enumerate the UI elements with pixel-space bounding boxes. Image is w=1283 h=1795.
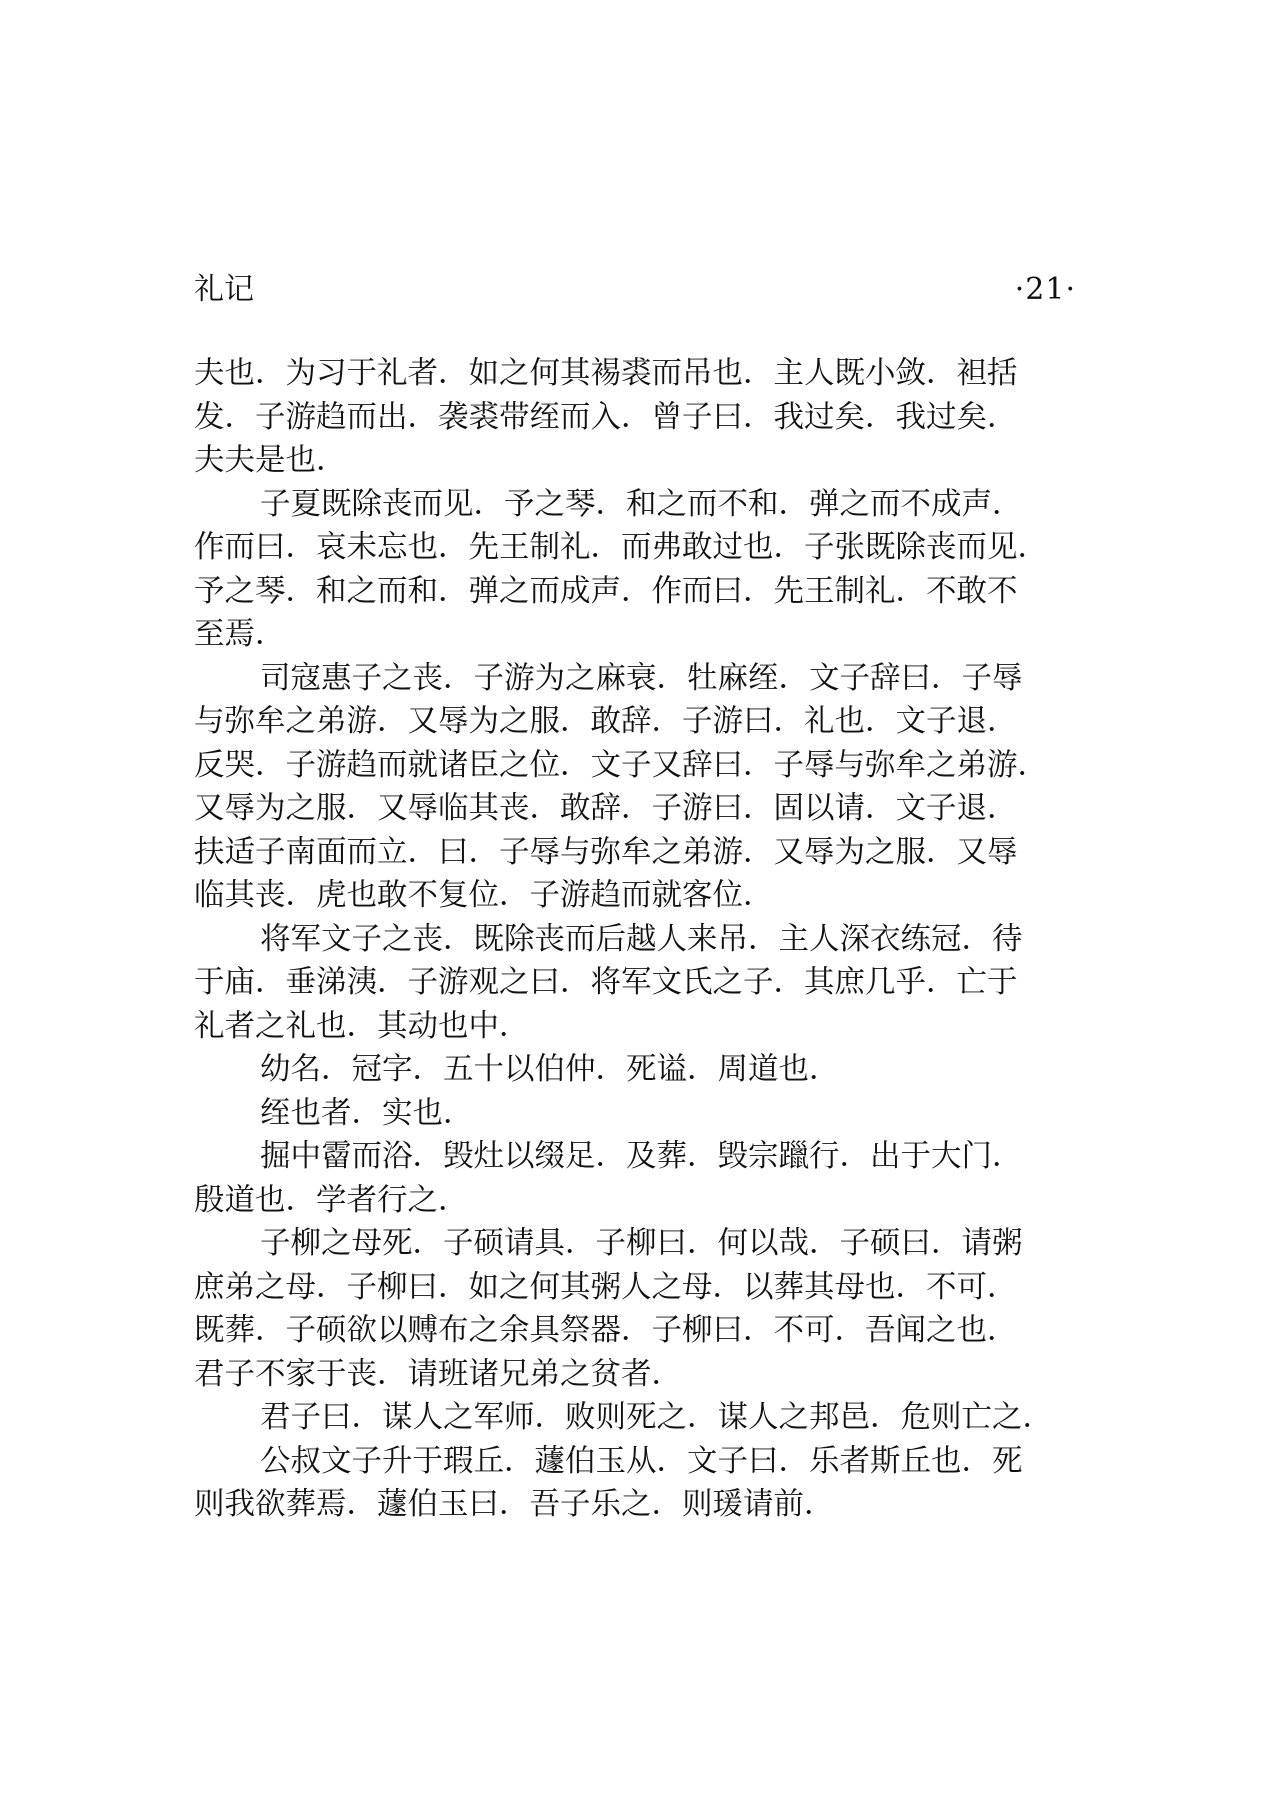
paragraph-first-line: 幼名．冠字．五十以伯仲．死谥．周道也．: [260, 1052, 840, 1087]
running-title: 礼记: [194, 272, 254, 307]
text-line: 扶适子南面而立．曰．子辱与弥牟之弟游．又辱为之服．又辱: [194, 834, 1018, 870]
text-line: 庶弟之母．子柳曰．如之何其粥人之母．以葬其母也．不可．: [194, 1269, 1018, 1305]
text-line: 于庙．垂涕洟．子游观之曰．将军文氏之子．其庶几乎．亡于: [194, 965, 1018, 1000]
text-line: 临其丧．虎也敢不复位．子游趋而就客位．: [194, 878, 774, 913]
text-line: 夫也．为习于礼者．如之何其裼裘而吊也．主人既小敛．袒括: [194, 356, 1018, 391]
text-line: 礼者之礼也．其动也中．: [194, 1008, 530, 1044]
page-number: ·21·: [1014, 272, 1076, 307]
text-line: 君子不家于丧．请班诸兄弟之贫者．: [194, 1356, 682, 1392]
text-line: 夫夫是也．: [194, 443, 347, 478]
paragraph-first-line: 司寇惠子之丧．子游为之麻衰．牡麻绖．文子辞曰．子辱: [260, 660, 1023, 696]
text-line: 发．子游趋而出．袭裘带绖而入．曾子曰．我过矣．我过矣．: [194, 399, 1018, 435]
page-header: [194, 268, 1076, 312]
paragraph-first-line: 公叔文子升于瑕丘．蘧伯玉从．文子曰．乐者斯丘也．死: [260, 1443, 1023, 1479]
text-line: 予之琴．和之而和．弹之而成声．作而曰．先王制礼．不敢不: [194, 573, 1018, 609]
text-line: 至焉．: [194, 617, 286, 652]
body-text: [194, 352, 1094, 1527]
text-line: 与弥牟之弟游．又辱为之服．敢辞．子游曰．礼也．文子退．: [194, 704, 1018, 739]
text-line: 则我欲葬焉．蘧伯玉曰．吾子乐之．则瑗请前．: [194, 1487, 835, 1522]
text-line: 又辱为之服．又辱临其丧．敢辞．子游曰．固以请．文子退．: [194, 791, 1018, 826]
paragraph-first-line: 君子曰．谋人之军师．败则死之．谋人之邦邑．危则亡之．: [260, 1400, 1053, 1435]
paragraph-first-line: 将军文子之丧．既除丧而后越人来吊．主人深衣练冠．待: [260, 921, 1023, 957]
text-line: 殷道也．学者行之．: [194, 1182, 469, 1218]
text-line: 作而曰．哀未忘也．先王制礼．而弗敢过也．子张既除丧而见．: [194, 530, 1048, 565]
paragraph-first-line: 子夏既除丧而见．予之琴．和之而不和．弹之而不成声．: [260, 486, 1023, 522]
paragraph-first-line: 绖也者．实也．: [260, 1095, 474, 1131]
paragraph-first-line: 掘中霤而浴．毁灶以缀足．及葬．毁宗躐行．出于大门．: [260, 1139, 1023, 1174]
paragraph-first-line: 子柳之母死．子硕请具．子柳曰．何以哉．子硕曰．请粥: [260, 1226, 1023, 1261]
text-line: 反哭．子游趋而就诸臣之位．文子又辞曰．子辱与弥牟之弟游．: [194, 747, 1048, 783]
text-line: 既葬．子硕欲以赙布之余具祭器．子柳曰．不可．吾闻之也．: [194, 1313, 1018, 1348]
